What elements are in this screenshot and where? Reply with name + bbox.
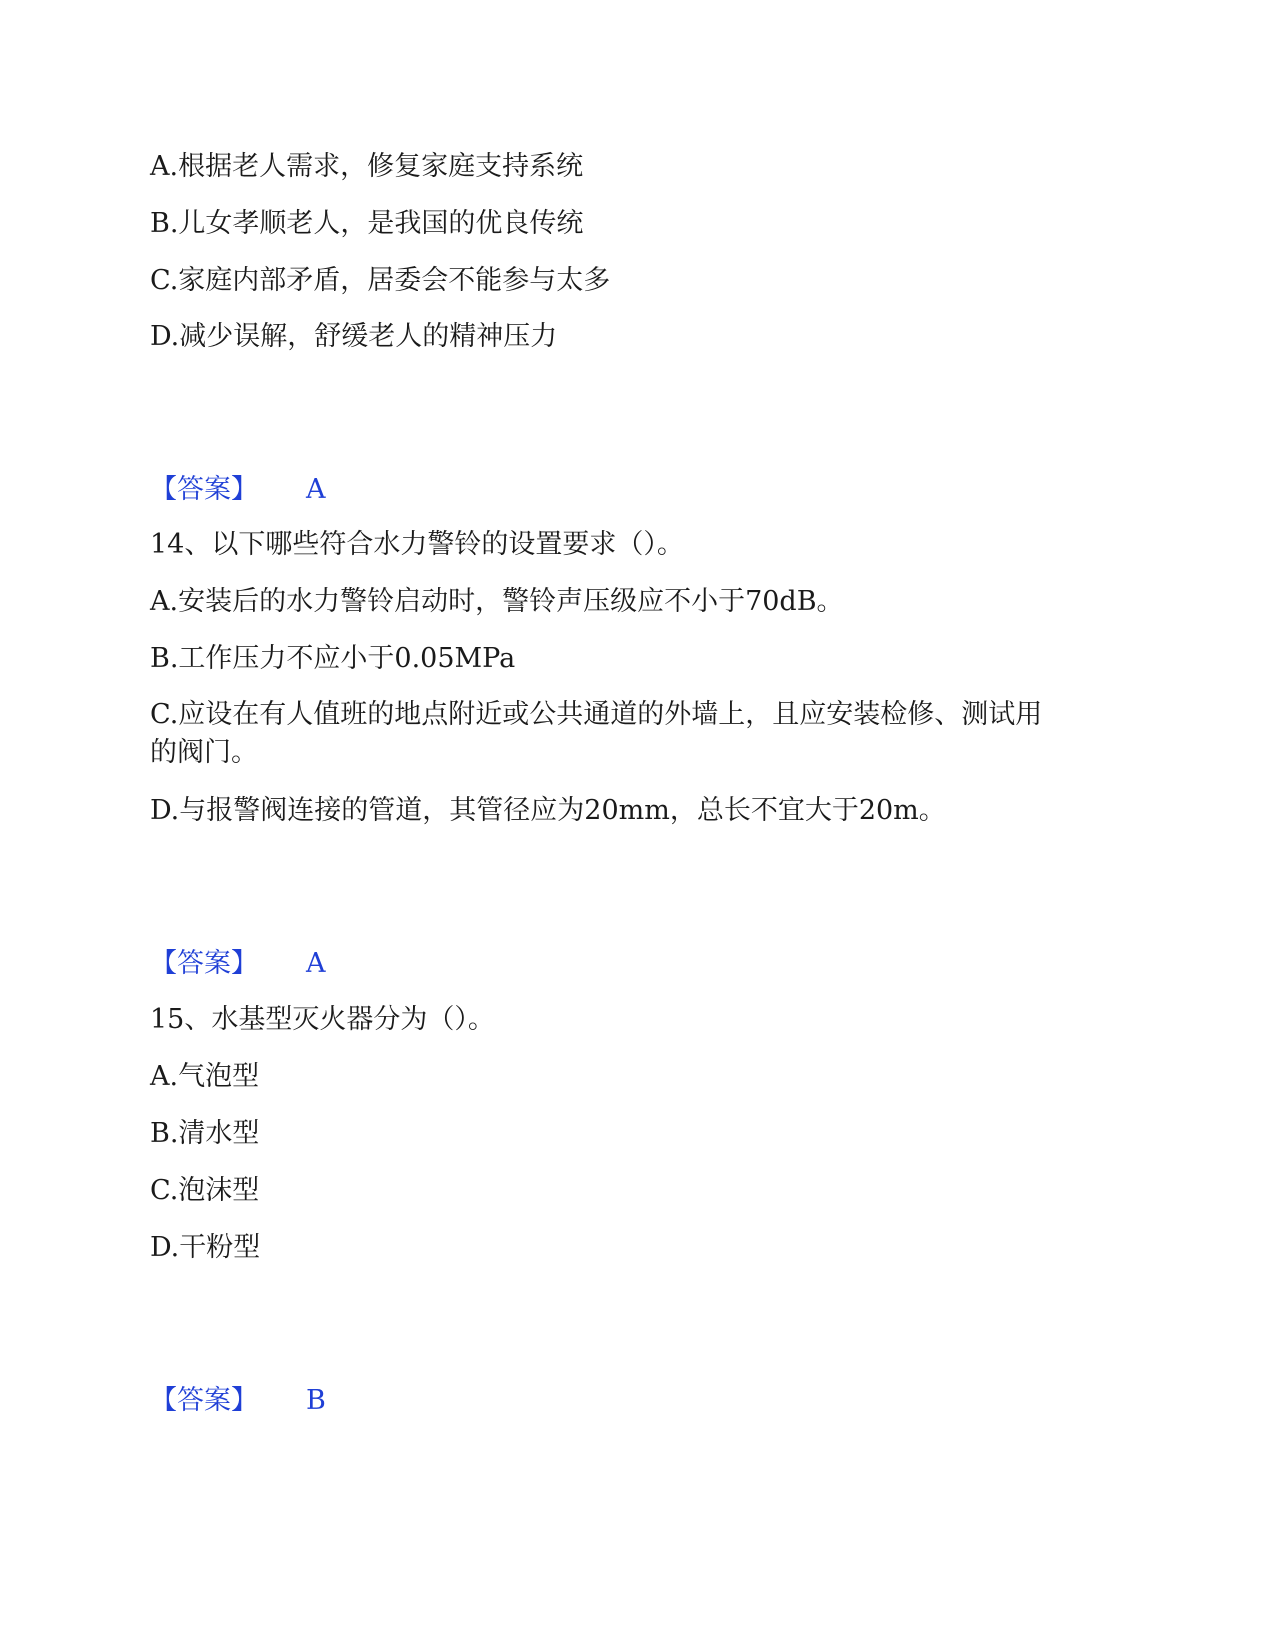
q15-answer <box>150 1384 326 1418</box>
answer-label: 【答案】 <box>150 474 258 505</box>
q15-option-c: C.泡沫型 <box>150 1175 260 1206</box>
q14-option-a: A.安装后的水力警铃启动时，警铃声压级应不小于70dB。 <box>150 586 844 617</box>
answer-label: 【答案】 <box>150 948 258 979</box>
prev-option-b: B.儿女孝顺老人，是我国的优良传统 <box>150 208 584 239</box>
q14-option-c: C.应设在有人值班的地点附近或公共通道的外墙上，且应安装检修、测试用 <box>150 699 1043 730</box>
q14-option-c-cont: 的阀门。 <box>150 737 258 768</box>
prev-option-a: A.根据老人需求，修复家庭支持系统 <box>150 151 584 182</box>
answer-value: A <box>306 948 326 979</box>
prev-option-c: C.家庭内部矛盾，居委会不能参与太多 <box>150 265 611 296</box>
q15-option-d: D.干粉型 <box>150 1232 261 1263</box>
q15-option-a: A.气泡型 <box>150 1061 260 1092</box>
answer-value: A <box>306 474 326 505</box>
q14-stem: 14、以下哪些符合水力警铃的设置要求（）。 <box>150 529 684 560</box>
prev-answer <box>150 473 326 507</box>
q14-option-d: D.与报警阀连接的管道，其管径应为20mm，总长不宜大于20m。 <box>150 795 946 826</box>
answer-value: B <box>306 1385 326 1416</box>
q14-answer <box>150 947 326 981</box>
q15-option-b: B.清水型 <box>150 1118 260 1149</box>
q14-option-b: B.工作压力不应小于0.05MPa <box>150 643 516 674</box>
q15-stem: 15、水基型灭火器分为（）。 <box>150 1004 495 1035</box>
prev-option-d: D.减少误解，舒缓老人的精神压力 <box>150 321 558 352</box>
answer-label: 【答案】 <box>150 1385 258 1416</box>
